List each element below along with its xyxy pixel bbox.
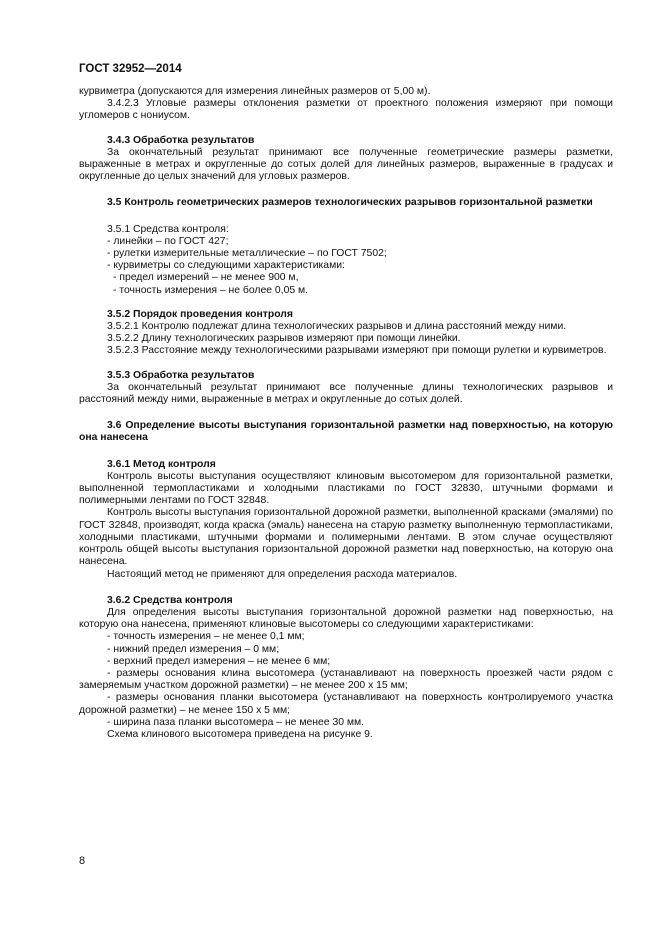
- list-item: - ширина паза планки высотомера – не менее 30 мм.: [107, 716, 365, 728]
- section-heading: 3.5 Контроль геометрических размеров технологических разрывов горизонтальной разметки: [107, 197, 593, 209]
- list-item: - нижний предел измерения – 0 мм;: [107, 643, 280, 655]
- section-heading: 3.6 Определение высоты выступания горизонтальной разметки над поверхностью, на которую она нанесена: [79, 420, 613, 444]
- paragraph: 3.4.2.3 Угловые размеры отклонения разметки от проектного положения измеряют при помощи угломеров с нониусом.: [79, 98, 613, 122]
- paragraph: Для определения высоты выступания горизонтальной дорожной разметки над поверхностью, на которую она нанесена, применяют клиновые высотомеры со следующими характеристиками:: [79, 606, 613, 631]
- page-number: 8: [79, 855, 86, 867]
- list-item: - точность измерения – не более 0,05 м.: [113, 284, 309, 296]
- list-item: - размеры основания планки высотомера (устанавливают на поверхность контролируемого участка дорожной разметки) – не менее 150 х 5 мм;: [79, 692, 613, 716]
- paragraph: 3.5.2.3 Расстояние между технологическими разрывами измеряют при помощи рулетки и курвиметров.: [107, 345, 607, 357]
- document-body: [79, 86, 613, 741]
- paragraph: Схема клинового высотомера приведена на рисунке 9.: [107, 728, 373, 740]
- section-heading: 3.5.3 Обработка результатов: [107, 369, 255, 381]
- section-heading: 3.6.2 Средства контроля: [107, 594, 233, 606]
- paragraph: За окончательный результат принимают все полученные длины технологических разрывов и расстояний между ними, выраженные в метрах и округленные до сотых долей.: [79, 381, 613, 406]
- paragraph: курвиметра (допускаются для измерения линейных размеров от 5,00 м).: [79, 86, 431, 97]
- standard-header: ГОСТ 32952—2014: [79, 63, 182, 75]
- list-item: - точность измерения – не менее 0,1 мм;: [107, 631, 305, 643]
- list-item: - рулетки измерительные металлические – по ГОСТ 7502;: [107, 248, 387, 260]
- paragraph: Контроль высоты выступания горизонтальной дорожной разметки, выполненной красками (эмалями) по ГОСТ 32848, производят, когда краска (эмаль) нанесена на старую разметку выполненную термопластиками, холодными пластиками, штучными формами и полимерными лентами. В этом случае осуществляют контроль общей высоты выступания горизонтальной дорожной разметки над поверхностью, на которую она нанесена.: [79, 507, 613, 568]
- list-item: - верхний предел измерения – не менее 6 мм;: [107, 655, 331, 667]
- section-heading: 3.6.1 Метод контроля: [107, 458, 216, 470]
- list-item: - линейки – по ГОСТ 427;: [107, 235, 229, 247]
- list-item: - предел измерений – не менее 900 м,: [113, 272, 299, 284]
- section-heading: 3.5.2 Порядок проведения контроля: [107, 308, 293, 320]
- section-heading: 3.4.3 Обработка результатов: [107, 134, 255, 146]
- paragraph: 3.5.1 Средства контроля:: [107, 223, 229, 235]
- paragraph: 3.5.2.2 Длину технологических разрывов измеряют при помощи линейки.: [107, 333, 461, 345]
- paragraph: 3.5.2.1 Контролю подлежат длина технологических разрывов и длина расстояний между ними.: [107, 321, 567, 333]
- paragraph: За окончательный результат принимают все полученные геометрические размеры разметки, выраженные в метрах и округленные до сотых долей для линейных размеров, выраженные в градусах и округленные до целых значений для угловых размеров.: [79, 146, 613, 183]
- paragraph: Контроль высоты выступания осуществляют клиновым высотомером для горизонтальной разметки, выполненной термопластиками и холодными пластиками по ГОСТ 32830, штучными формами и полимерными лентами по ГОСТ 32848.: [79, 470, 613, 507]
- list-item: - курвиметры со следующими характеристиками:: [107, 260, 345, 272]
- list-item: - размеры основания клина высотомера (устанавливают на поверхность проезжей части рядом с замеряемым участком дорожной разметки) – не менее 200 х 15 мм;: [79, 667, 613, 692]
- paragraph: Настоящий метод не применяют для определения расхода материалов.: [107, 568, 458, 580]
